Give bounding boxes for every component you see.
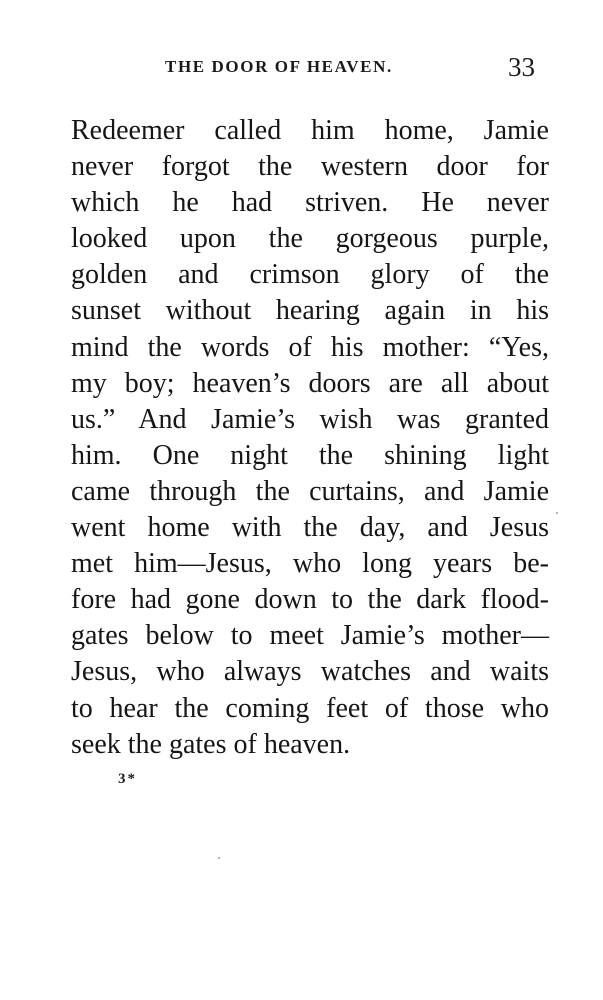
text-line: looked upon the gorgeous purple, <box>71 223 549 255</box>
text-line: to hear the coming feet of those who <box>71 692 549 724</box>
text-line: my boy; heaven’s doors are all about <box>71 367 549 399</box>
text-line: him. One night the shining light <box>71 439 549 471</box>
text-line: us.” And Jamie’s wish was granted <box>71 403 549 435</box>
paper-speck <box>218 857 220 859</box>
paper-speck <box>556 512 558 514</box>
text-line: came through the curtains, and Jamie <box>71 475 549 507</box>
text-line: gates below to meet Jamie’s mother— <box>71 620 549 652</box>
text-line: Redeemer called him home, Jamie <box>71 115 549 146</box>
body-text <box>71 113 549 763</box>
text-line: never forgot the western door for <box>71 151 549 183</box>
text-line: which he had striven. He never <box>71 187 549 219</box>
signature-mark: 3* <box>118 771 137 787</box>
page-number: 33 <box>508 52 535 82</box>
text-line: sunset without hearing again in his <box>71 295 549 327</box>
text-line: fore had gone down to the dark flood- <box>71 584 549 616</box>
running-head-title: THE DOOR OF HEAVEN. <box>165 57 393 76</box>
text-line: went home with the day, and Jesus <box>71 512 549 544</box>
text-line: golden and crimson glory of the <box>71 259 549 291</box>
text-line: met him—Jesus, who long years be- <box>71 548 549 580</box>
text-line: mind the words of his mother: “Yes, <box>71 331 549 363</box>
text-line: Jesus, who always watches and waits <box>71 656 549 688</box>
text-line-last: seek the gates of heaven. <box>71 728 351 760</box>
